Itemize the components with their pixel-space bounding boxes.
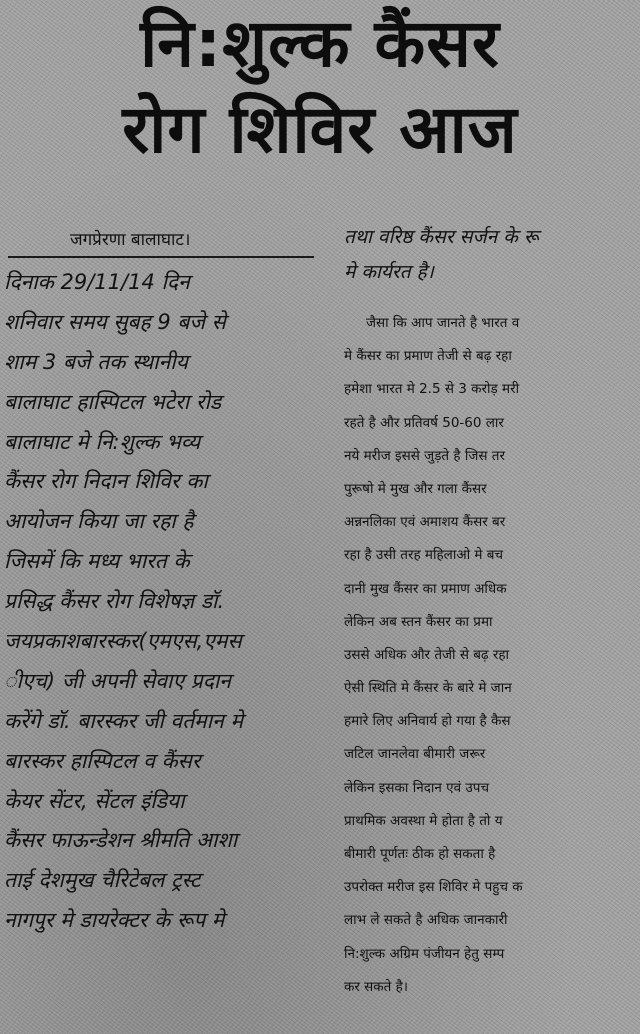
byline: जगप्रेरणा बालाघाट। — [70, 230, 191, 250]
headline-line-1: नि:शुल्क कैंसर — [140, 5, 500, 82]
left-column — [4, 262, 324, 940]
right-column-line: उससे अधिक और तेजी से बढ़ रहा — [344, 646, 510, 663]
right-column-line: लेकिन अब स्तन कैंसर का प्रमा — [344, 613, 493, 630]
left-column-line: करेंगे डॉ. बारस्कर जी वर्तमान मे — [4, 708, 244, 733]
left-column-line: कैंसर रोग निदान शिविर का — [4, 469, 208, 494]
right-column-line: कर सकते है। — [344, 978, 408, 995]
byline-rule — [8, 256, 314, 258]
right-column-line: बीमारी पूर्णतः ठीक हो सकता है — [344, 846, 496, 862]
right-column-line: अन्ननलिका एवं अमाशय कैंसर बर — [344, 514, 506, 531]
right-column-line: मे कैंसर का प्रमाण तेजी से बढ़ रहा — [344, 348, 512, 365]
left-column-line: प्रसिद्ध कैंसर रोग विशेषज्ञ डॉ. — [4, 589, 225, 614]
right-column-line: नि:शुल्क अग्रिम पंजीयन हेतु सम्प — [344, 945, 505, 962]
right-column-line: लेकिन इसका निदान एवं उपच — [344, 779, 490, 796]
right-column-line: उपरोक्त मरीज इस शिविर मे पहुच क — [344, 879, 523, 896]
left-column-line: आयोजन किया जा रहा है — [4, 509, 194, 534]
left-column-line: ताई देशमुख चैरिटेबल ट्रस्ट — [4, 868, 201, 893]
left-column-line: जयप्रकाशबारस्कर(एमएस,एमस — [4, 629, 242, 654]
left-column-line: दिनाक 29/11/14 दिन — [4, 270, 190, 294]
right-column-line: दानी मुख कैंसर का प्रमाण अधिक — [344, 580, 507, 597]
right-column-line: नये मरीज इससे जुड़ते है जिस तर — [344, 447, 506, 464]
left-column-line: शाम 3 बजे तक स्थानीय — [4, 349, 188, 374]
right-column-line: हमेशा भारत मे 2.5 से 3 करोड़ मरी — [344, 381, 520, 398]
right-column-intro-line: तथा वरिष्ठ कैंसर सर्जन के रू — [344, 226, 539, 248]
right-column-line: हमारे लिए अनिवार्य हो गया है कैस — [344, 713, 511, 730]
right-column-intro — [344, 220, 640, 290]
headline-line-2: रोग शिविर आज — [122, 91, 518, 168]
left-column-line: नागपुर मे डायरेक्टर के रूप मे — [4, 908, 225, 933]
left-column-line: जिसमें कि मध्य भारत के — [4, 549, 190, 574]
right-column-line: जैसा कि आप जानते है भारत व — [366, 315, 520, 331]
right-column-line: प्राथमिक अवस्था मे होता है तो य — [344, 812, 503, 829]
left-column-line: बारस्कर हास्पिटल व कैंसर — [4, 748, 201, 773]
right-column-line: रहते है और प्रतिवर्ष 50-60 लार — [344, 414, 504, 431]
right-column-line: लाभ ले सकते है अधिक जानकारी — [344, 912, 508, 929]
right-column — [344, 307, 640, 1004]
left-column-line: बालाघाट हास्पिटल भटेरा रोड — [4, 389, 222, 414]
left-column-line: ीएच) जी अपनी सेवाए प्रदान — [4, 668, 231, 693]
left-column-line: कैंसर फाऊन्डेशन श्रीमति आशा — [4, 828, 238, 853]
right-column-line: जटिल जानलेवा बीमारी जरूर — [344, 746, 486, 763]
right-column-line: पुरूषो मे मुख और गला कैंसर — [344, 480, 487, 497]
right-column-line: ऐसी स्थिति मे कैंसर के बारे मे जान — [344, 680, 512, 697]
left-column-line: बालाघाट मे नि:शुल्क भव्य — [4, 429, 201, 454]
right-column-line: रहा है उसी तरह महिलाओ मे बच — [344, 547, 504, 564]
left-column-line: केयर सेंटर, सेंटल इंडिया — [4, 788, 185, 813]
right-column-intro-line: मे कार्यरत है। — [344, 261, 434, 283]
left-column-line: शनिवार समय सुबह 9 बजे से — [4, 309, 226, 334]
